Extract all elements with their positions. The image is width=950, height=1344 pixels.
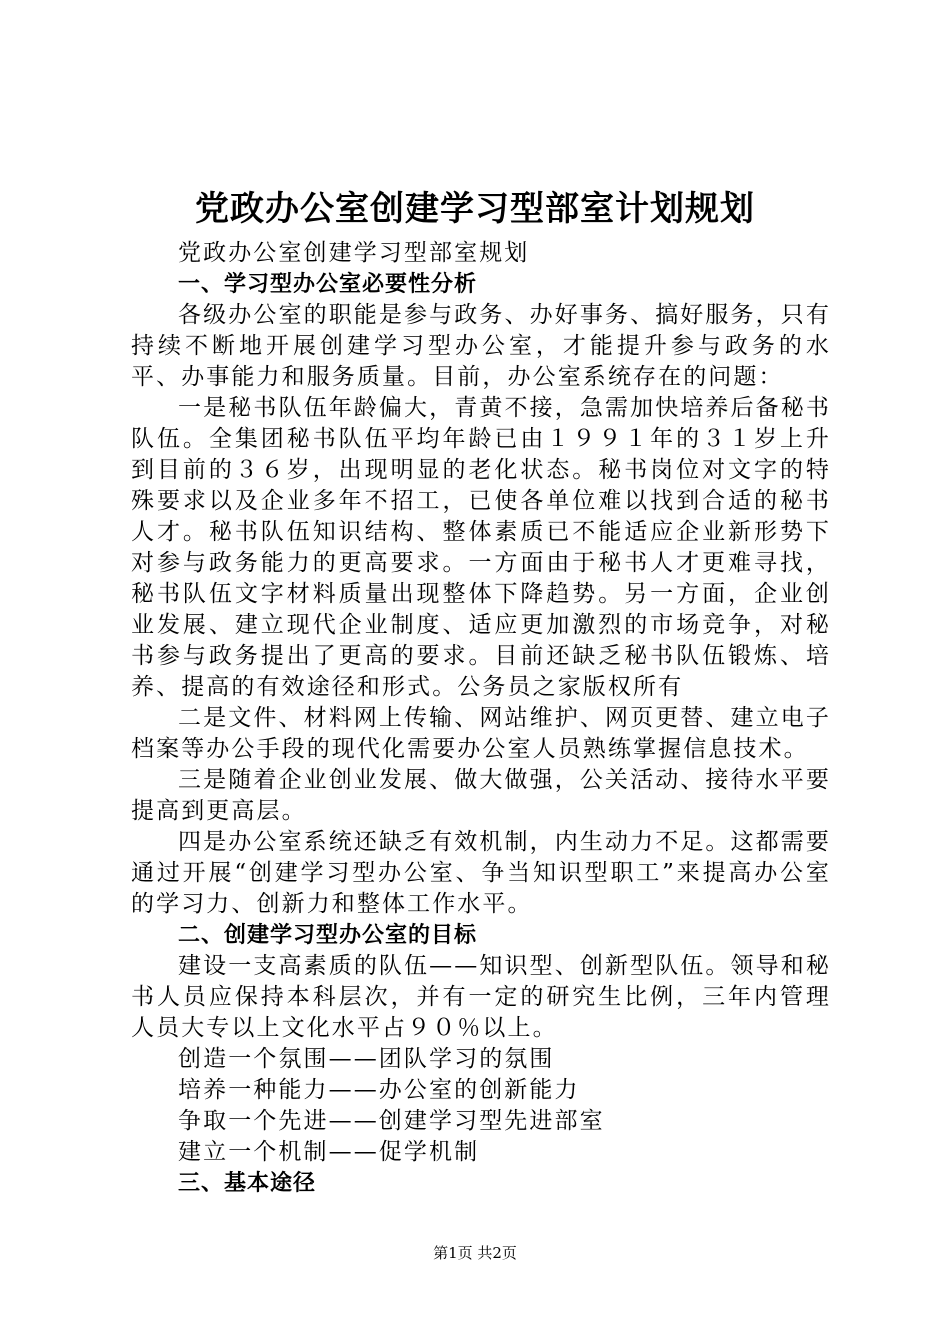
goal-item: 培养一种能力——办公室的创新能力 xyxy=(178,1077,580,1103)
section-heading-3: 三、基本途径 xyxy=(178,1171,317,1196)
goal-item: 建立一个机制——促学机制 xyxy=(178,1139,480,1165)
page-number-footer: 第1页 共2页 xyxy=(433,1244,517,1262)
body-paragraph: 建设一支高素质的队伍——知识型、创新型队伍。领导和秘书人员应保持本科层次，并有一定的研究生比例，三年内管理人员大专以上文化水平占９０％以上。 xyxy=(131,953,831,1041)
document-body xyxy=(131,238,831,1199)
body-paragraph: 三是随着企业创业发展、做大做强，公关活动、接待水平要提高到更高层。 xyxy=(131,767,831,824)
body-paragraph: 一是秘书队伍年龄偏大，青黄不接，急需加快培养后备秘书队伍。全集团秘书队伍平均年龄已由１９９１年的３１岁上升到目前的３６岁，出现明显的老化状态。秘书岗位对文字的特殊要求以及企业多年不招工，已使各单位难以找到合适的秘书人才。秘书队伍知识结构、整体素质已不能适应企业新形势下对参与政务能力的更高要求。一方面由于秘书人才更难寻找，秘书队伍文字材料质量出现整体下降趋势。另一方面，企业创业发展、建立现代企业制度、适应更加激烈的市场竞争，对秘书参与政务提出了更高的要求。目前还缺乏秘书队伍锻炼、培养、提高的有效途径和形式。公务员之家版权所有 xyxy=(131,395,831,700)
body-paragraph: 二是文件、材料网上传输、网站维护、网页更替、建立电子档案等办公手段的现代化需要办公室人员熟练掌握信息技术。 xyxy=(131,705,831,762)
goal-item: 争取一个先进——创建学习型先进部室 xyxy=(178,1108,605,1134)
goal-item: 创造一个氛围——团队学习的氛围 xyxy=(178,1046,555,1072)
section-heading-1: 一、学习型办公室必要性分析 xyxy=(178,272,478,297)
body-paragraph: 四是办公室系统还缺乏有效机制，内生动力不足。这都需要通过开展“创建学习型办公室、争当知识型职工”来提高办公室的学习力、创新力和整体工作水平。 xyxy=(131,829,831,917)
body-paragraph: 各级办公室的职能是参与政务、办好事务、搞好服务，只有持续不断地开展创建学习型办公室，才能提升参与政务的水平、办事能力和服务质量。目前，办公室系统存在的问题： xyxy=(131,302,831,390)
subtitle-paragraph: 党政办公室创建学习型部室规划 xyxy=(178,240,530,266)
document-title: 党政办公室创建学习型部室计划规划 xyxy=(195,189,755,229)
section-heading-2: 二、创建学习型办公室的目标 xyxy=(178,923,478,948)
